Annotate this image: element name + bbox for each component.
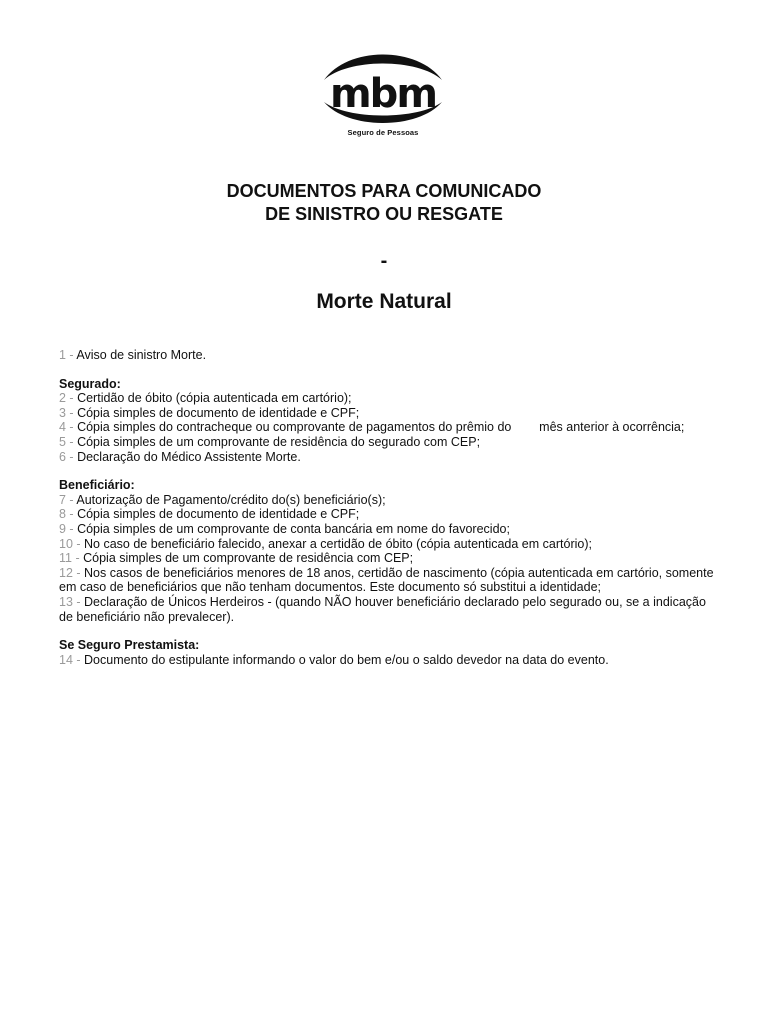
list-item [59, 537, 719, 552]
item-text: Aviso de sinistro Morte. [76, 348, 207, 362]
item-text: Cópia simples do contracheque ou comprovante de pagamentos do prêmio do mês anterior à ocorrência; [77, 420, 685, 435]
item-text: Documento do estipulante informando o valor do bem e/ou o saldo devedor na data do evento. [84, 652, 609, 667]
item-text: Cópia simples de documento de identidade e CPF; [77, 405, 360, 420]
item-text: Declaração de Únicos Herdeiros - (quando NÃO houver beneficiário declarado pelo segurado ou, se a indicação de beneficiário não prevalecer). [59, 594, 706, 624]
item-number: 1 - [59, 348, 74, 362]
item-number: 9 - [59, 521, 74, 536]
item-number: 5 - [59, 434, 74, 449]
item-number: 8 - [59, 507, 74, 522]
item-text: No caso de beneficiário falecido, anexar a certidão de óbito (cópia autenticada em cartório); [84, 536, 592, 551]
item-number: 6 - [59, 449, 74, 464]
item-text: Cópia simples de um comprovante de conta bancária em nome do favorecido; [77, 521, 510, 536]
title-separator: - [380, 250, 388, 272]
list-item [59, 551, 719, 566]
mbm-logo-mark [318, 50, 448, 126]
list-item [59, 435, 719, 450]
document-subtitle: Morte Natural [316, 290, 452, 313]
logo-tagline: Seguro de Pessoas [347, 128, 419, 137]
list-item [59, 348, 719, 363]
list-item [59, 420, 719, 435]
list-item [59, 493, 719, 508]
list-item [59, 595, 719, 624]
item-text: Declaração do Médico Assistente Morte. [77, 449, 301, 464]
item-number: 2 - [59, 391, 74, 406]
item-number: 11 - [59, 551, 80, 566]
prestamista-section [59, 638, 719, 667]
list-item [59, 391, 719, 406]
document-body [59, 348, 719, 667]
item-number: 12 - [59, 565, 81, 580]
section-heading: Se Seguro Prestamista: [59, 638, 200, 653]
list-item [59, 406, 719, 421]
item-number: 14 - [59, 652, 81, 667]
item-text: Cópia simples de um comprovante de residência do segurado com CEP; [77, 434, 481, 449]
title-line-1: DOCUMENTOS PARA COMUNICADO [226, 181, 542, 201]
list-item [59, 450, 719, 465]
item-text: Certidão de óbito (cópia autenticada em cartório); [77, 391, 352, 406]
item-number: 7 - [59, 492, 74, 507]
item-number: 10 - [59, 536, 81, 551]
list-item [59, 566, 719, 595]
document-title [0, 180, 768, 226]
title-line-2: DE SINISTRO OU RESGATE [265, 204, 503, 224]
company-logo [318, 50, 448, 142]
item-text: Autorização de Pagamento/crédito do(s) beneficiário(s); [76, 492, 386, 507]
section-heading: Segurado: [59, 376, 121, 391]
segurado-section [59, 377, 719, 465]
item-number: 13 - [59, 594, 81, 609]
item-text: Cópia simples de documento de identidade e CPF; [77, 507, 360, 522]
item-number: 4 - [59, 420, 74, 435]
list-item [59, 522, 719, 537]
item-text: Cópia simples de um comprovante de residência com CEP; [83, 551, 414, 566]
list-item [59, 507, 719, 522]
item-number: 3 - [59, 405, 74, 420]
list-item [59, 653, 719, 668]
beneficiario-section [59, 478, 719, 624]
logo-wordmark: mbm [330, 71, 436, 117]
item-text: Nos casos de beneficiários menores de 18 anos, certidão de nascimento (cópia autenticada em cartório, somente em caso de beneficiários que não tenham documentos. Este documento só substitui a identidade; [59, 565, 714, 595]
section-heading: Beneficiário: [59, 478, 135, 493]
